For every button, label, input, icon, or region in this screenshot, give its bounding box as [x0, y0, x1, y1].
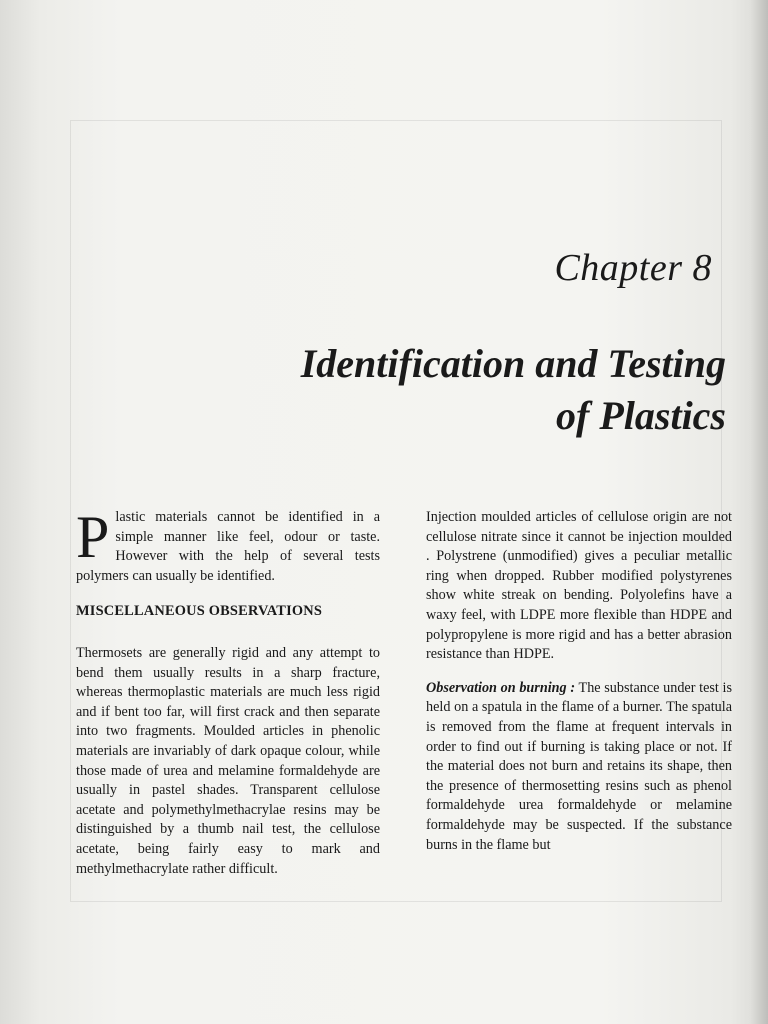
burning-paragraph: [426, 679, 732, 855]
intro-text: lastic materials cannot be identified in a simple manner like feel, odour or taste. However with the help of several tests polymers can usually be identified.: [76, 509, 380, 584]
miscellaneous-paragraph: Thermosets are generally rigid and any attempt to bend them usually results in a sharp fracture, whereas thermoplastic materials are much less rigid and if bent too far, will first crack and then separate into two fragments. Moulded articles in phenolic materials are invariably of dark opaque colour, while those made of urea and melamine formaldehyde are usually in pastel shades. Transparent cellulose acetate and polymethylmethacrylae resins may be distinguished by a thumb nail test, the cellulose acetate, being fairly easy to mark and methylmethacrylate rather difficult.: [76, 644, 380, 877]
burning-text: The substance under test is held on a spatula in the flame of a burner. The spatula is removed from the flame at frequent intervals in order to find out if burning is taking place or not. If the material does not burn and retains its shape, then the presence of thermosetting resins such as phenol formaldehyde urea formaldehyde or melamine formaldehyde may be suspected. If the substance burns in the flame but: [426, 679, 733, 853]
chapter-title-line-2: of Plastics: [556, 393, 726, 438]
chapter-title-line-1: Identification and Testing: [300, 341, 726, 386]
intro-paragraph: [76, 504, 380, 586]
injection-moulded-paragraph: Injection moulded articles of cellulose origin are not cellulose nitrate since it cannot be injection moulded . Polystrene (unmodified) gives a peculiar metallic ring when dropped. Rubber modified polystyrenes show white streak on bending. Polyolefins have a waxy feel, with LDPE more flexible than HDPE and polypropylene is more rigid and has a better abrasion resistance than HDPE.: [426, 509, 732, 663]
left-column: [76, 504, 380, 879]
run-in-heading: Observation on burning :: [426, 679, 576, 696]
right-column: [426, 508, 732, 855]
chapter-title: [126, 338, 726, 442]
page-gutter-shadow: [750, 0, 768, 1024]
chapter-label: Chapter 8: [554, 247, 712, 289]
section-heading: MISCELLANEOUS OBSERVATIONS: [76, 603, 323, 620]
drop-cap: P: [76, 504, 110, 570]
